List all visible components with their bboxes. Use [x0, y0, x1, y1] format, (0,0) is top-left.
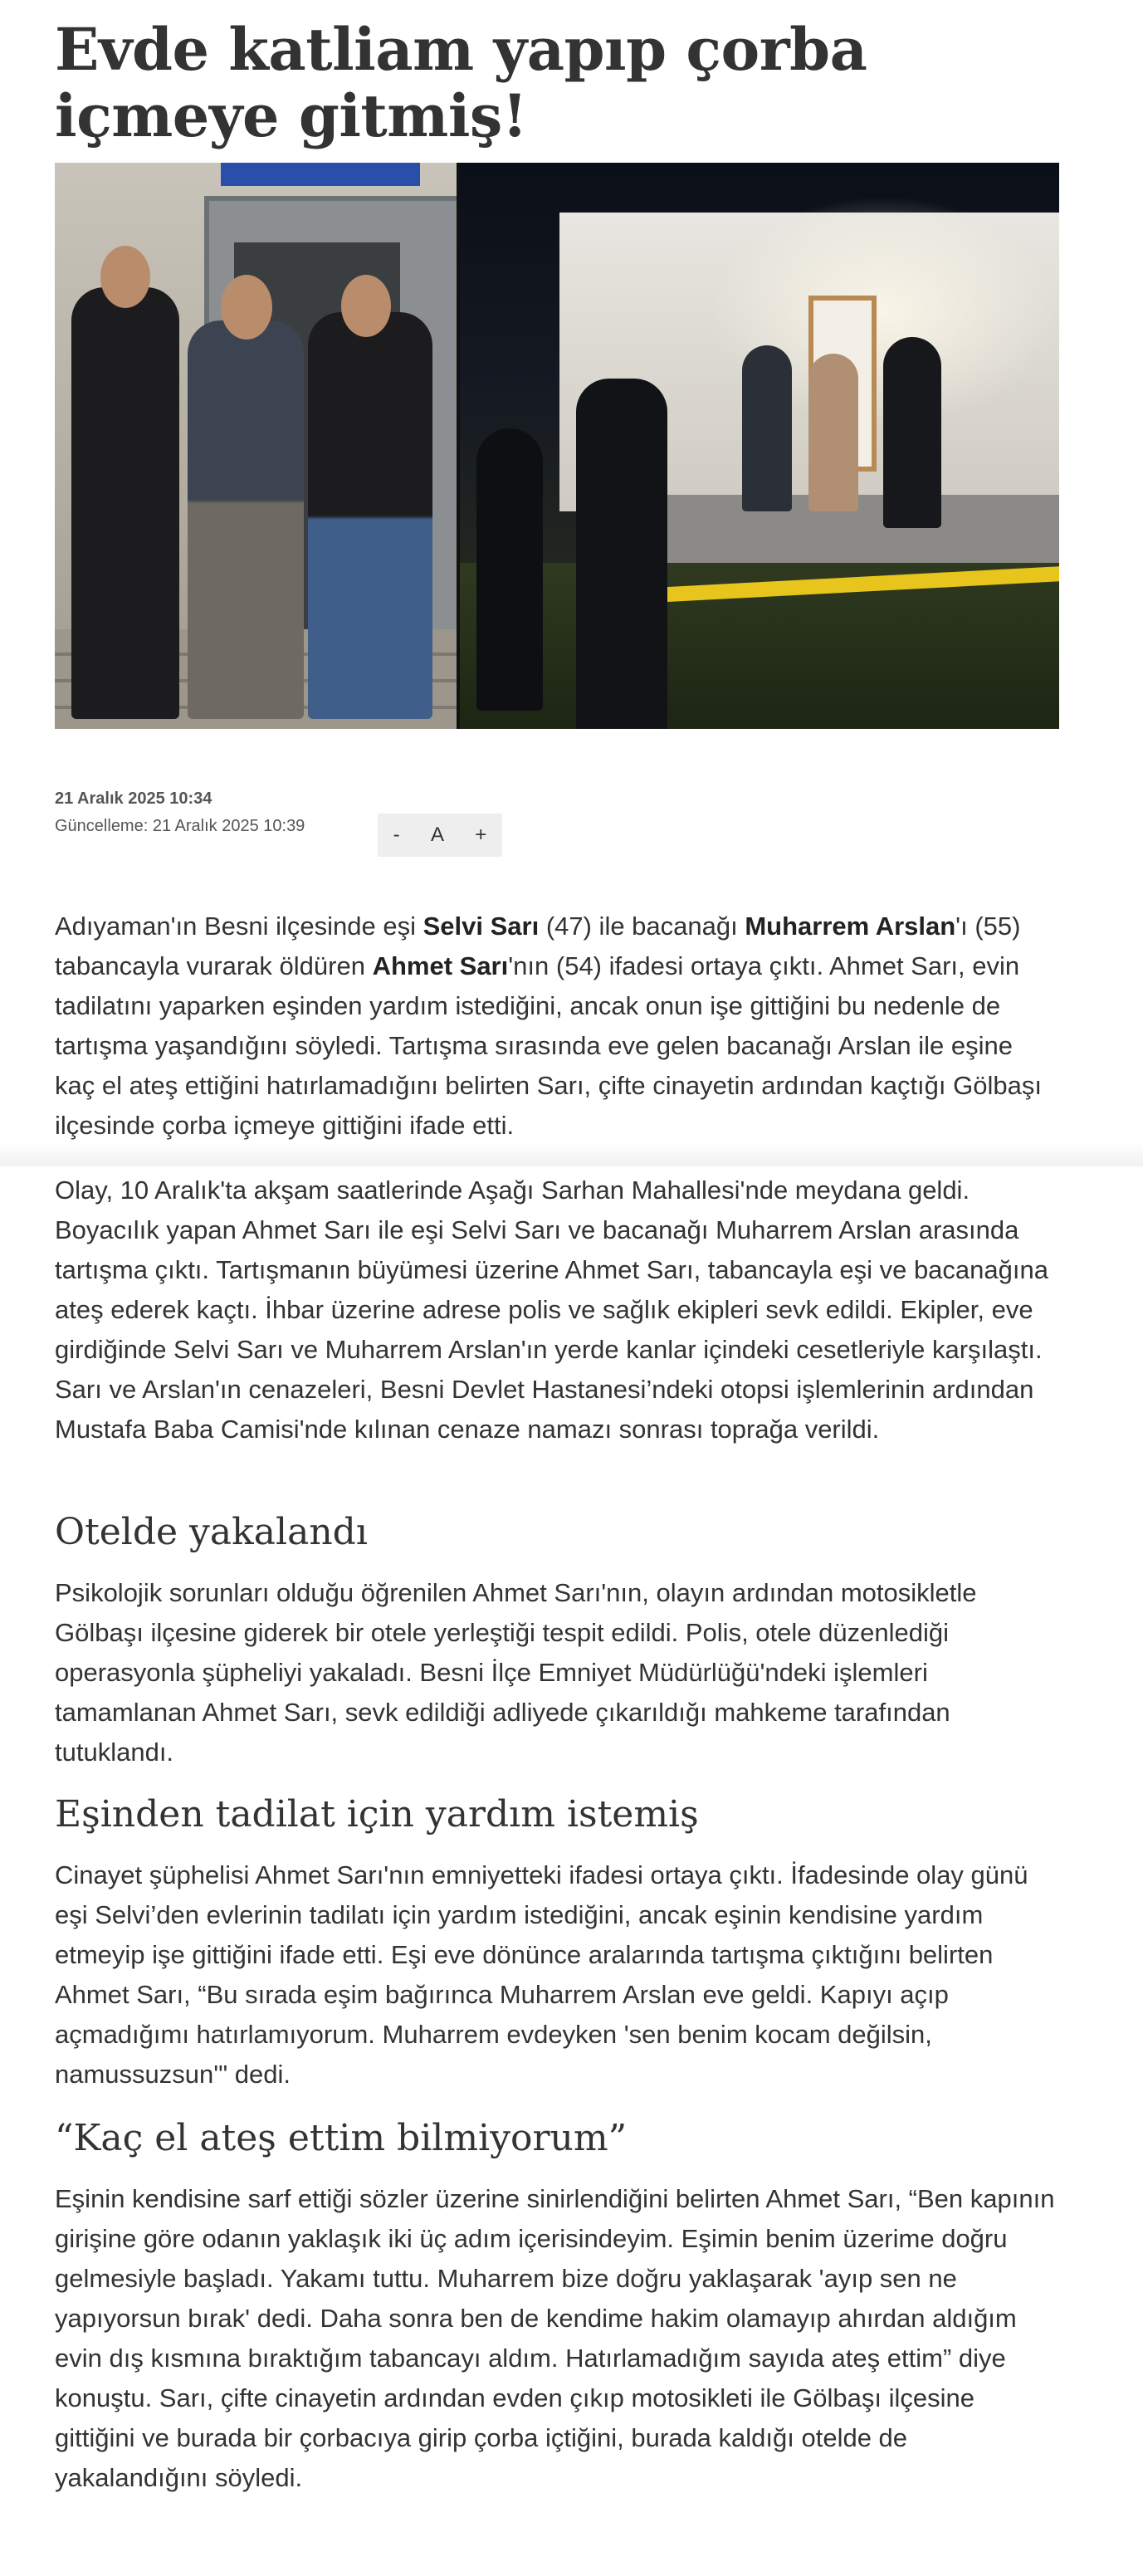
person-name: Ahmet Sarı: [372, 951, 509, 980]
hero-photo-arrest: [55, 163, 457, 729]
font-reset-button[interactable]: A: [430, 824, 444, 846]
person-name: Muharrem Arslan: [745, 912, 956, 941]
subheading-tadilat: Eşinden tadilat için yardım istemiş: [55, 1793, 699, 1835]
paragraph-text: Cinayet şüphelisi Ahmet Sarı'nın emniyetteki ifadesi ortaya çıktı. İfadesinde olay günü eşi Selvi’den evlerinin tadilatı için yardım istediğini, ancak eşinin kendisine yardım etmeyip işe gittiğini ifade etti. Eşi eve dönünce aralarında tartışma çıktığını belirten Ahmet Sarı, “Bu sırada eşim bağırınca Muharrem Arslan eve geldi. Kapıyı açıp açmadığımı hatırlamıyorum. Muharrem evdeyken 'sen benim kocam değilsin, namussuzsun'" dedi.: [55, 1860, 1028, 2089]
building-sign: [221, 163, 420, 186]
publish-date: 21 Aralık 2025 10:34: [55, 789, 212, 808]
suspect: [188, 320, 304, 719]
paragraph-text: Psikolojik sorunları olduğu öğrenilen Ahmet Sarı'nın, olayın ardından motosikletle Gölbaşı ilçesine giderek bir otele yerleştiği tespit edildi. Polis, otele düzenlediği operasyonla şüpheliyi yakaladı. Besni İlçe Emniyet Müdürlüğü'ndeki işlemleri tamamlanan Ahmet Sarı, sevk edildiği adliyede çıkarıldığı mahkeme tarafından tutuklandı.: [55, 1578, 977, 1767]
paragraph-text: Eşinin kendisine sarf ettiği sözler üzerine sinirlendiğini belirten Ahmet Sarı, “Ben kapının girişine göre odanın yaklaşık iki üç adım içerisindeyim. Eşimin benim üzerime doğru gelmesiyle başladı. Yakamı tuttu. Muharrem bize doğru yaklaşarak 'ayıp sen ne yapıyorsun bırak' dedi. Daha sonra ben de kendime hakim olamayıp ahırdan aldığım evin dış kısmına bıraktığım tabancayı aldım. Hatırlamadığım sayıda ateş ettim” diye konuştu. Sarı, çifte cinayetin ardından evden çıkıp motosikleti ile Gölbaşı ilçesine gittiğini ve burada bir çorbacıya girip çorba içtiğini, burada kaldığı otelde de yakalandığını söyledi.: [55, 2184, 1055, 2492]
paragraph-text: 'ı (55) tabancayla vurarak öldüren: [55, 912, 1021, 980]
subheading-ates: “Kaç el ateş ettim bilmiyorum”: [55, 2117, 628, 2159]
article-paragraph-5: [55, 2179, 1059, 2498]
article-paragraph-3: [55, 1573, 1059, 1772]
font-size-controls: [378, 814, 502, 857]
article-paragraph-4: [55, 1855, 1059, 2095]
subheading-otelde: Otelde yakalandı: [55, 1511, 368, 1553]
font-increase-button[interactable]: +: [475, 824, 487, 846]
article-hero-image: [55, 163, 1059, 729]
paragraph-text: (47) ile bacanağı: [539, 912, 745, 941]
font-decrease-button[interactable]: -: [393, 824, 400, 846]
officer-left: [71, 287, 179, 719]
paragraph-text: Olay, 10 Aralık'ta akşam saatlerinde Aşağı Sarhan Mahallesi'nde meydana geldi. Boyacılık yapan Ahmet Sarı ile eşi Selvi Sarı ve bacanağı Muharrem Arslan arasında tartışma çıktı. Tartışmanın büyümesi üzerine Ahmet Sarı, tabancayla eşi ve bacanağına ateş ederek kaçtı. İhbar üzerine adrese polis ve sağlık ekipleri sevk edildi. Ekipler, eve girdiğinde Selvi Sarı ve Muharrem Arslan'ın yerde kanlar içindeki cesetleriyle karşılaştı. Sarı ve Arslan'ın cenazeleri, Besni Devlet Hastanesi’ndeki otopsi işlemlerinin ardından Mustafa Baba Camisi'nde kılınan cenaze namazı sonrası toprağa verildi.: [55, 1176, 1048, 1444]
section-divider: [0, 1141, 1143, 1166]
article-header: [55, 0, 1088, 149]
hero-photo-crime-scene: [457, 163, 1059, 729]
updated-date: Güncelleme: 21 Aralık 2025 10:39: [55, 817, 305, 835]
article-paragraph-2: [55, 1171, 1059, 1449]
paragraph-text: Adıyaman'ın Besni ilçesinde eşi: [55, 912, 423, 941]
person-name: Selvi Sarı: [423, 912, 540, 941]
paragraph-text: 'nın (54) ifadesi ortaya çıktı. Ahmet Sarı, evin tadilatını yaparken eşinden yardım istediğini, ancak onun işe gittiğini bu nedenle de tartışma yaşandığını söyledi. Tartışma sırasında eve gelen bacanağı Arslan ile eşine kaç el ateş ettiğini hatırlamadığını belirten Sarı, çifte cinayetin ardından kaçtığı Gölbaşı ilçesinde çorba içmeye gittiğini ifade etti.: [55, 951, 1042, 1140]
officer-right: [308, 312, 432, 719]
article-paragraph-1: [55, 907, 1059, 1146]
article-meta: [55, 789, 305, 836]
article-title: Evde katliam yapıp çorba içmeye gitmiş!: [55, 15, 867, 150]
